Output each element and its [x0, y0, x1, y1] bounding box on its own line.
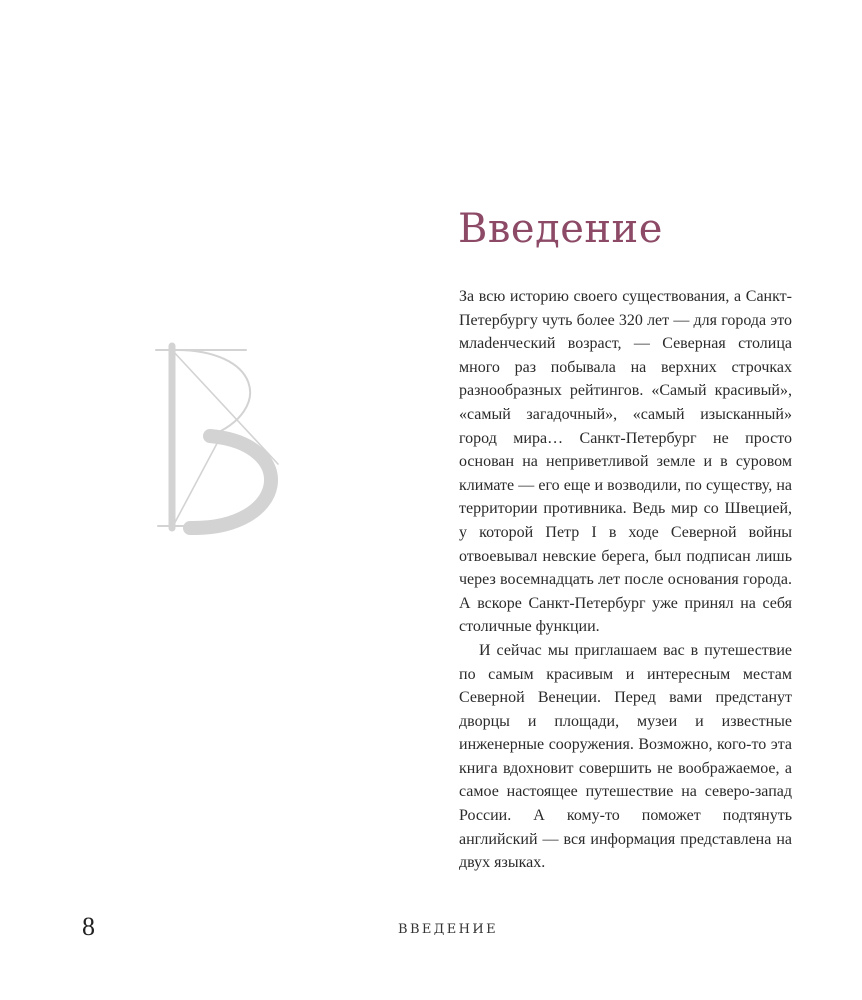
body-text: [459, 285, 792, 875]
paragraph: И сейчас мы приглашаем вас в путешествие по самым красивым и интересным местам Северной Венеции. Перед вами предстанут дворцы и площади, музеи и известные инженерные сооружения. Возможно, кого-то эта книга вдохновит совершить не воображаемое, а самое настоящее путешествие на северо-запад России. А кому-то поможет подтянуть английский — вся информация представлена на двух языках.: [459, 641, 792, 872]
paragraph: За всю историю своего существования, а Санкт-Петербургу чуть более 320 лет — для города это млаdенческий возраст, — Северная столица много раз побывала на верхних строчках разнообразных рейтингов. «Самый красивый», «самый загадочный», «самый изысканный» город мира… Санкт-Петербург не просто основан на неприветливой земле и в суровом климате — его еще и возводили, по существу, на территории противника. Ведь мир со Швецией, у которой Петр I в ходе Северной войны отвоевывал невские берега, был подписан лишь через восемнадцать лет после основания города. А вскоре Санкт-Петербург уже принял на себя столичные функции.: [459, 288, 792, 636]
decorative-letter-v-icon: [150, 340, 290, 535]
page-number: 8: [82, 912, 95, 941]
chapter-title: Введение: [458, 206, 663, 252]
running-head: ВВЕДЕНИЕ: [398, 922, 499, 937]
